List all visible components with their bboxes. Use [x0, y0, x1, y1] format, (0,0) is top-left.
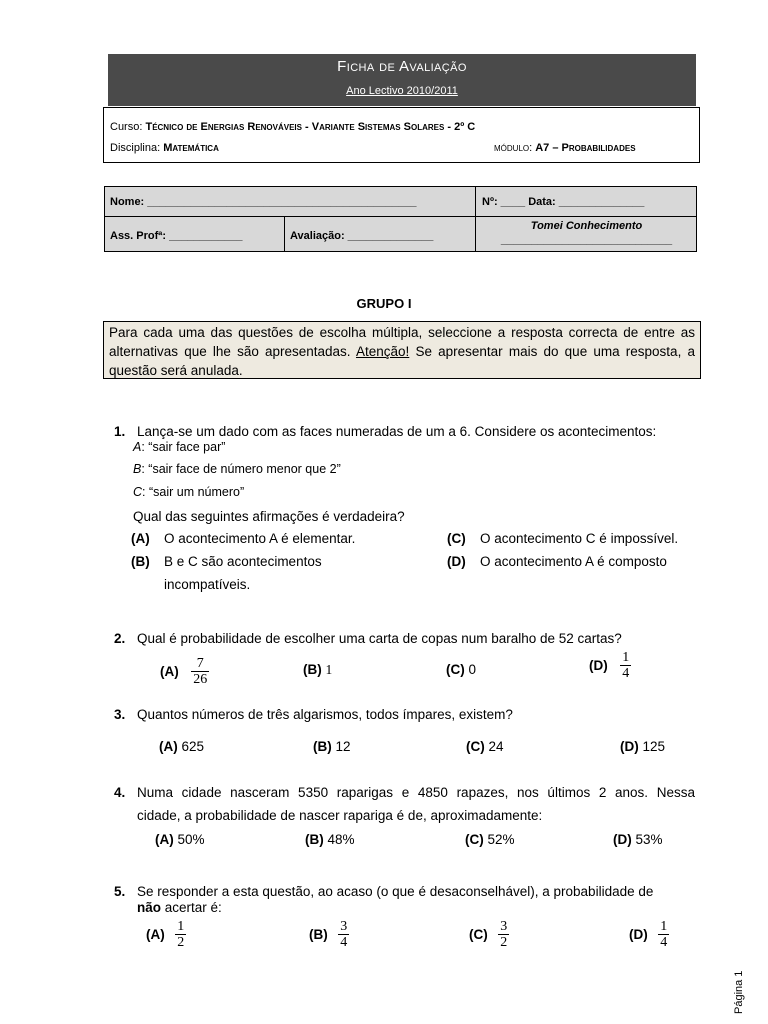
name-field[interactable]: Nome: ____________________________________________ — [110, 196, 417, 208]
q2-option-b[interactable]: (B) 1 — [303, 662, 333, 677]
q3-option-c[interactable]: (C) 24 — [466, 739, 504, 754]
attention-word: Atenção! — [355, 344, 410, 359]
school-year: Ano Lectivo 2010/2011 — [346, 85, 458, 97]
course-label: Curso: — [110, 121, 146, 133]
course-value: Técnico de Energias Renováveis - Variante Sistemas Solares - 2º C — [145, 121, 476, 133]
number-date-field[interactable]: Nº: ____ Data: ______________ — [482, 196, 645, 208]
q3-option-b[interactable]: (B) 12 — [313, 739, 351, 754]
acknowledgement-title: Tomei Conhecimento — [530, 220, 643, 232]
page-number: Página 1 — [733, 970, 745, 1014]
number-date-cell — [476, 187, 697, 217]
discipline-value: Matemática — [163, 142, 219, 154]
module-value: A7 – Probabilidades — [535, 142, 636, 154]
q5-option-b-fraction: $\frac{3}{4}$ — [340, 919, 348, 950]
q2-number: 2. — [114, 631, 126, 646]
q1-option-d-label[interactable]: (D) — [447, 554, 466, 569]
discipline-line — [110, 142, 219, 154]
q3-text: Quantos números de três algarismos, todos ímpares, existem? — [137, 707, 513, 722]
q5-text-line1: Se responder a esta questão, ao acaso (o que é desaconselhável), a probabilidade de — [137, 884, 654, 899]
header-banner — [108, 54, 696, 106]
discipline-label: Disciplina: — [110, 142, 164, 154]
teacher-signature-field[interactable]: Ass. Profª: ____________ — [110, 230, 243, 242]
acknowledgement-cell — [476, 217, 697, 251]
module-label: módulo: — [494, 142, 536, 154]
q5-text-line2: não acertar é: — [137, 900, 222, 915]
acknowledgement-line[interactable]: ____________________________ — [500, 234, 673, 246]
q5-option-c[interactable]: (C) $\frac{3}{2}$ — [469, 919, 508, 950]
evaluation-field[interactable]: Avaliação: ______________ — [290, 230, 434, 242]
q5-number: 5. — [114, 884, 126, 899]
q1-number: 1. — [114, 424, 126, 439]
q2-option-c[interactable]: (C) 0 — [446, 662, 477, 677]
sheet-title: Ficha de Avaliação — [337, 58, 467, 75]
q5-option-c-fraction: $\frac{3}{2}$ — [500, 919, 508, 950]
q4-option-a[interactable]: (A) 50% — [155, 832, 205, 847]
q2-option-d-label: (D) — [589, 658, 608, 673]
q1-option-b-label[interactable]: (B) — [131, 554, 150, 569]
q2-option-a-label: (A) — [160, 664, 179, 679]
course-info-box — [103, 107, 700, 163]
student-form-table — [104, 186, 697, 252]
q1-option-a-label[interactable]: (A) — [131, 531, 150, 546]
q5-option-d[interactable]: (D) $\frac{1}{4}$ — [629, 919, 668, 950]
q1-event-a: A: “sair face par” — [133, 440, 226, 454]
q5-option-a-fraction: $\frac{1}{2}$ — [177, 919, 185, 950]
q1-option-c-label[interactable]: (C) — [447, 531, 466, 546]
page-number-container — [733, 968, 747, 1014]
group-title: GRUPO I — [356, 296, 412, 311]
course-line — [110, 121, 475, 133]
q2-option-d[interactable] — [589, 650, 631, 681]
q1-event-b: B: “sair face de número menor que 2” — [133, 462, 341, 476]
name-cell — [105, 187, 476, 217]
q4-text-line2: cidade, a probabilidade de nascer rapariga é de, aproximadamente: — [137, 808, 543, 823]
q4-option-b[interactable]: (B) 48% — [305, 832, 355, 847]
evaluation-cell — [285, 217, 476, 251]
instructions-box — [103, 321, 701, 379]
q3-option-a[interactable]: (A) 625 — [159, 739, 205, 754]
q1-event-c: C: “sair um número” — [133, 485, 245, 499]
q3-option-d[interactable]: (D) 125 — [620, 739, 666, 754]
q1-option-a[interactable]: O acontecimento A é elementar. — [164, 531, 356, 546]
q4-option-d[interactable]: (D) 53% — [613, 832, 663, 847]
q1-question: Qual das seguintes afirmações é verdadeira? — [133, 509, 405, 524]
q1-option-d[interactable]: O acontecimento A é composto — [480, 554, 667, 569]
q5-option-b[interactable]: (B) $\frac{3}{4}$ — [309, 919, 348, 950]
q4-text-line1: Numa cidade nasceram 5350 raparigas e 4850 rapazes, nos últimos 2 anos. Nessa — [137, 785, 695, 800]
instructions-text: Para cada uma das questões de escolha múltipla, seleccione a resposta correcta de entre as alternativas que lhe são apresentadas. — [109, 325, 695, 359]
q5-option-a[interactable]: (A) $\frac{1}{2}$ — [146, 919, 185, 950]
q1-text: Lança-se um dado com as faces numeradas de um a 6. Considere os acontecimentos: — [137, 424, 657, 439]
q1-option-c[interactable]: O acontecimento C é impossível. — [480, 531, 679, 546]
q4-option-c[interactable]: (C) 52% — [465, 832, 515, 847]
q2-option-a-fraction: $\frac{7}{26}$ — [193, 656, 208, 687]
q1-option-b-line1[interactable]: B e C são acontecimentos — [164, 554, 322, 569]
q2-text: Qual é probabilidade de escolher uma carta de copas num baralho de 52 cartas? — [137, 631, 622, 646]
q1-option-b-line2[interactable]: incompatíveis. — [164, 577, 251, 592]
q4-number: 4. — [114, 785, 126, 800]
module-line — [494, 142, 636, 154]
q3-number: 3. — [114, 707, 126, 722]
teacher-cell — [105, 217, 285, 251]
q2-option-d-fraction: $\frac{1}{4}$ — [622, 650, 630, 681]
instructions-text-end: Se apresentar mais do que uma resposta, a questão será anulada. — [109, 344, 695, 378]
q5-option-d-fraction: $\frac{1}{4}$ — [660, 919, 668, 950]
q2-option-a[interactable] — [160, 656, 209, 687]
